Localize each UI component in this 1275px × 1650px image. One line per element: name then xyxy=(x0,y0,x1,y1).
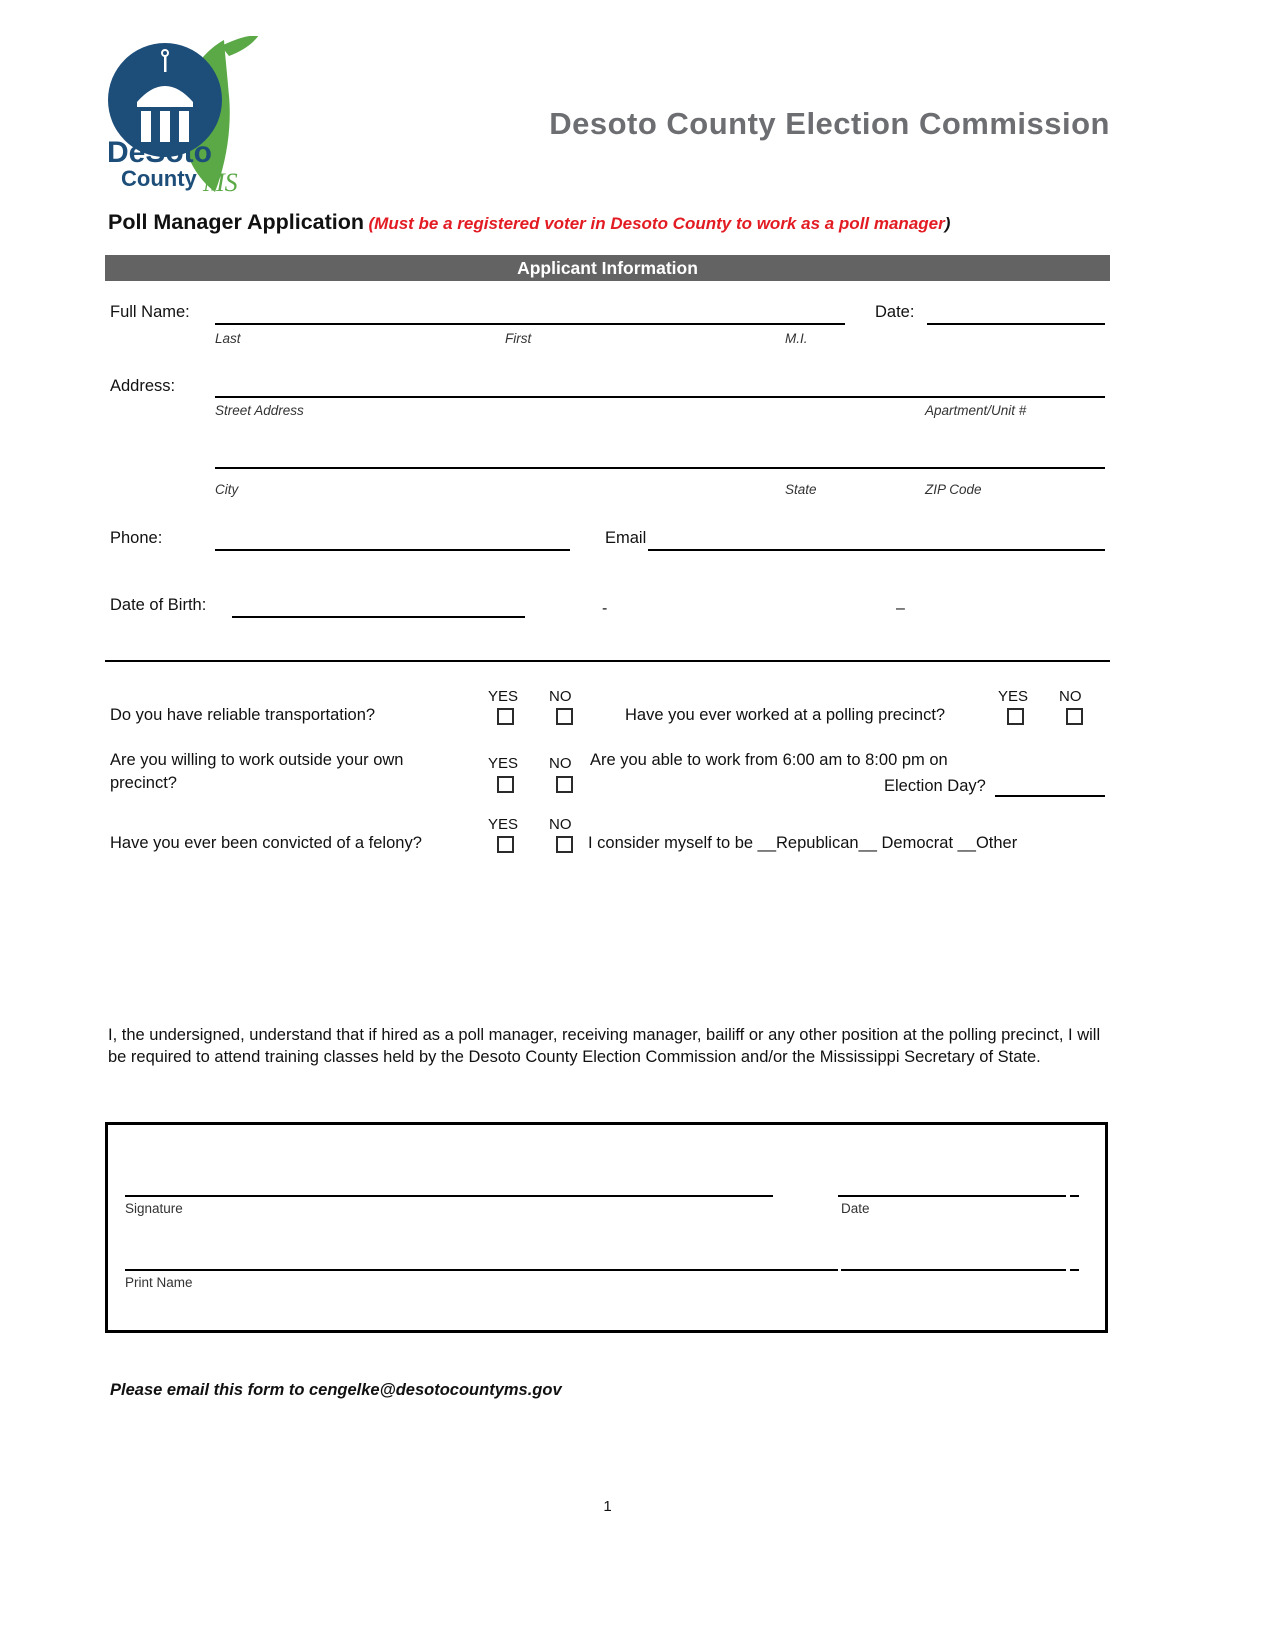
dob-dash-1: - xyxy=(602,600,608,617)
middle-initial-hint: M.I. xyxy=(785,331,808,346)
form-title-note: (Must be a registered voter in Desoto County to work as a poll manager xyxy=(368,214,945,233)
city-state-zip-input-line[interactable] xyxy=(215,449,1105,469)
email-submission-note: Please email this form to cengelke@desotocountyms.gov xyxy=(110,1381,562,1399)
signature-date-line-tick xyxy=(1070,1177,1079,1197)
question-transportation: Do you have reliable transportation? xyxy=(110,706,376,724)
desoto-county-logo xyxy=(103,36,268,196)
print-name-input-line[interactable] xyxy=(125,1251,838,1271)
date-input-line[interactable] xyxy=(927,305,1105,325)
last-name-hint: Last xyxy=(215,331,241,346)
address-label: Address: xyxy=(110,377,176,395)
first-name-hint: First xyxy=(505,331,532,346)
question-hours-line1: Are you able to work from 6:00 am to 8:00 pm on xyxy=(590,751,948,769)
outside-precinct-no-checkbox[interactable] xyxy=(556,776,573,793)
page-number: 1 xyxy=(603,1498,612,1515)
print-name-line-tick xyxy=(1070,1251,1079,1271)
q1-no-header: NO xyxy=(549,688,572,705)
dob-label: Date of Birth: xyxy=(110,596,207,614)
phone-input-line[interactable] xyxy=(215,531,570,551)
signature-box xyxy=(105,1122,1108,1333)
street-address-hint: Street Address xyxy=(215,403,304,418)
signature-hint: Signature xyxy=(125,1201,183,1216)
apartment-unit-hint: Apartment/Unit # xyxy=(925,403,1027,418)
acknowledgement-paragraph: I, the undersigned, understand that if hired as a poll manager, receiving manager, bailiff or any other position at the polling precinct, I will be required to attend training classes held by the Desoto County Election Commission and/or the Mississippi Secretary of State. xyxy=(108,1026,1101,1066)
felony-yes-checkbox[interactable] xyxy=(497,836,514,853)
phone-label: Phone: xyxy=(110,529,163,547)
q1-yes-header: YES xyxy=(488,688,519,705)
form-title-row xyxy=(108,210,1118,235)
election-day-input-line[interactable] xyxy=(995,777,1105,797)
q2-no-header: NO xyxy=(1059,688,1082,705)
q2-yes-header: YES xyxy=(998,688,1029,705)
date-label: Date: xyxy=(875,303,915,321)
logo-text-ms: MS xyxy=(203,168,238,196)
logo-text-desoto: DeSoto xyxy=(107,136,212,169)
logo-text-county: County xyxy=(121,166,197,191)
city-hint: City xyxy=(215,482,239,497)
street-address-input-line[interactable] xyxy=(215,378,1105,398)
page-title: Desoto County Election Commission xyxy=(549,106,1110,141)
q5-no-header: NO xyxy=(549,816,572,833)
question-felony: Have you ever been convicted of a felony? xyxy=(110,834,422,852)
worked-precinct-no-checkbox[interactable] xyxy=(1066,708,1083,725)
signature-date-input-line[interactable] xyxy=(838,1177,1066,1197)
transportation-no-checkbox[interactable] xyxy=(556,708,573,725)
q3-yes-header: YES xyxy=(488,755,519,772)
print-name-hint: Print Name xyxy=(125,1275,193,1290)
form-title: Poll Manager Application xyxy=(108,210,365,234)
zip-code-hint: ZIP Code xyxy=(925,482,982,497)
signature-date-hint: Date xyxy=(841,1201,870,1216)
question-outside-precinct-line1: Are you willing to work outside your own xyxy=(110,751,404,769)
dob-dash-2: – xyxy=(896,600,905,617)
state-hint: State xyxy=(785,482,817,497)
email-input-line[interactable] xyxy=(648,531,1105,551)
form-title-note-close: ) xyxy=(944,214,951,233)
question-party-affiliation: I consider myself to be __Republican__ Democrat __Other xyxy=(588,834,1018,852)
print-name-line-2 xyxy=(841,1251,1066,1271)
section-divider xyxy=(105,660,1110,662)
q3-no-header: NO xyxy=(549,755,572,772)
worked-precinct-yes-checkbox[interactable] xyxy=(1007,708,1024,725)
signature-input-line[interactable] xyxy=(125,1177,773,1197)
full-name-input-line[interactable] xyxy=(215,305,845,325)
full-name-label: Full Name: xyxy=(110,303,190,321)
email-label: Email xyxy=(605,529,647,547)
section-header-applicant-information: Applicant Information xyxy=(105,255,1110,281)
question-hours-line2: Election Day? xyxy=(884,777,986,795)
outside-precinct-yes-checkbox[interactable] xyxy=(497,776,514,793)
felony-no-checkbox[interactable] xyxy=(556,836,573,853)
question-outside-precinct-line2: precinct? xyxy=(110,774,177,792)
q5-yes-header: YES xyxy=(488,816,519,833)
dob-input-line[interactable] xyxy=(232,598,525,618)
question-worked-precinct: Have you ever worked at a polling precinct? xyxy=(625,706,946,724)
transportation-yes-checkbox[interactable] xyxy=(497,708,514,725)
